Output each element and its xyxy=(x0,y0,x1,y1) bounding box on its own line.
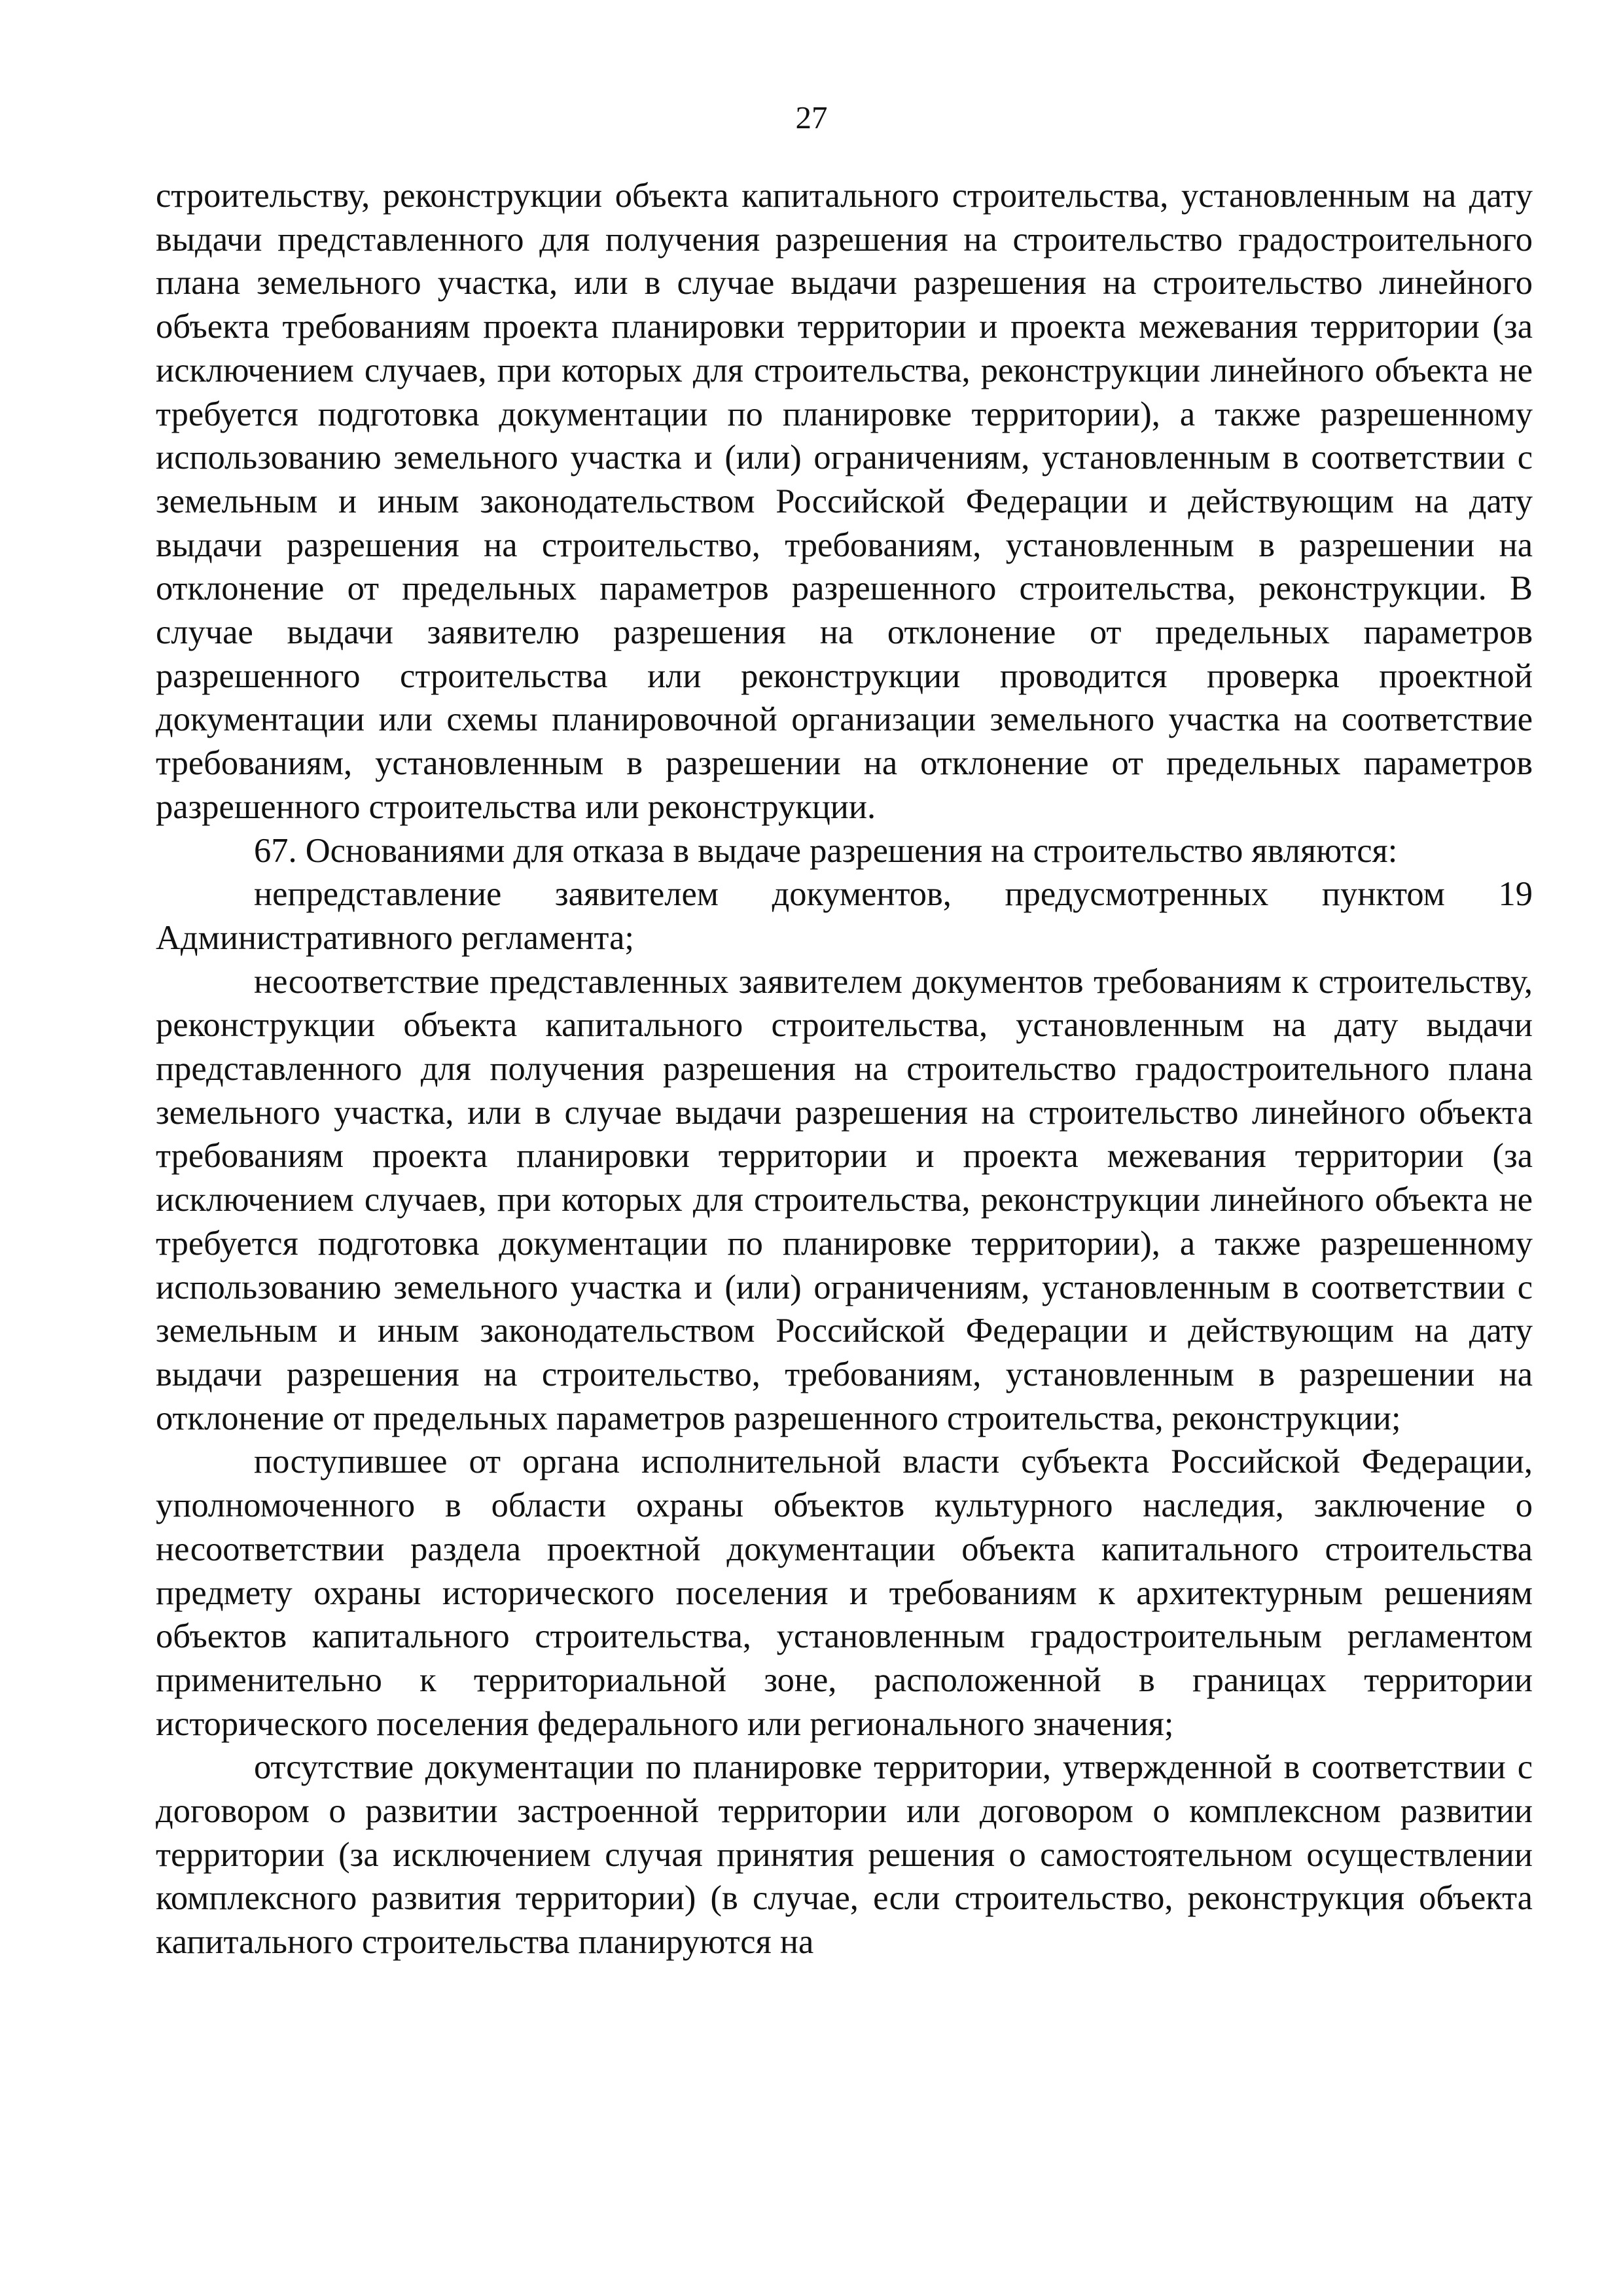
paragraph-continuation: строительству, реконструкции объекта капитального строительства, установленным на дату выдачи представленного для получения разрешения на строительство градостроительного плана земельного участка, или в случае выдачи разрешения на строительство линейного объекта требованиям проекта планировки территории и проекта межевания территории (за исключением случаев, при которых для строительства, реконструкции линейного объекта не требуется подготовка документации по планировке территории), а также разрешенному использованию земельного участка и (или) ограничениям, установленным в соответствии с земельным и иным законодательством Российской Федерации и действующим на дату выдачи разрешения на строительство, требованиям, установленным в разрешении на отклонение от предельных параметров разрешенного строительства, реконструкции. В случае выдачи заявителю разрешения на отклонение от предельных параметров разрешенного строительства или реконструкции проводится проверка проектной документации или схемы планировочной организации земельного участка на соответствие требованиям, установленным в разрешении на отклонение от предельных параметров разрешенного строительства или реконструкции. xyxy=(156,177,1533,826)
paragraph-item-67: 67. Основаниями для отказа в выдаче разрешения на строительство являются: xyxy=(254,831,1398,870)
page-number: 27 xyxy=(795,99,828,135)
paragraph-ground-heritage-conclusion: поступившее от органа исполнительной власти субъекта Российской Федерации, уполномоченного в области охраны объектов культурного наследия, заключение о несоответствии раздела проектной документации объекта капитального строительства предмету охраны исторического поселения и требованиям к архитектурным решениям объектов капитального строительства, установленным градостроительным регламентом применительно к территориальной зоне, расположенной в границах территории исторического поселения федерального или регионального значения; xyxy=(156,1443,1533,1743)
paragraph-ground-missing-documents: непредставление заявителем документов, предусмотренных пунктом 19 Административного регламента; xyxy=(156,875,1533,957)
paragraph-ground-missing-planning: отсутствие документации по планировке территории, утвержденной в соответствии с договором о развитии застроенной территории или договором о комплексном развитии территории (за исключением случая принятия решения о самостоятельном осуществлении комплексного развития территории) (в случае, если строительство, реконструкция объекта капитального строительства планируются на xyxy=(156,1748,1533,1962)
paragraph-ground-noncompliance: несоответствие представленных заявителем документов требованиям к строительству, реконструкции объекта капитального строительства, установленным на дату выдачи представленного для получения разрешения на строительство градостроительного плана земельного участка, или в случае выдачи разрешения на строительство линейного объекта требованиям проекта планировки территории и проекта межевания территории (за исключением случаев, при которых для строительства, реконструкции линейного объекта не требуется подготовка документации по планировке территории), а также разрешенному использованию земельного участка и (или) ограничениям, установленным в соответствии с земельным и иным законодательством Российской Федерации и действующим на дату выдачи разрешения на строительство, требованиям, установленным в разрешении на отклонение от предельных параметров разрешенного строительства, реконструкции; xyxy=(156,962,1533,1437)
document-body xyxy=(156,174,1533,1964)
